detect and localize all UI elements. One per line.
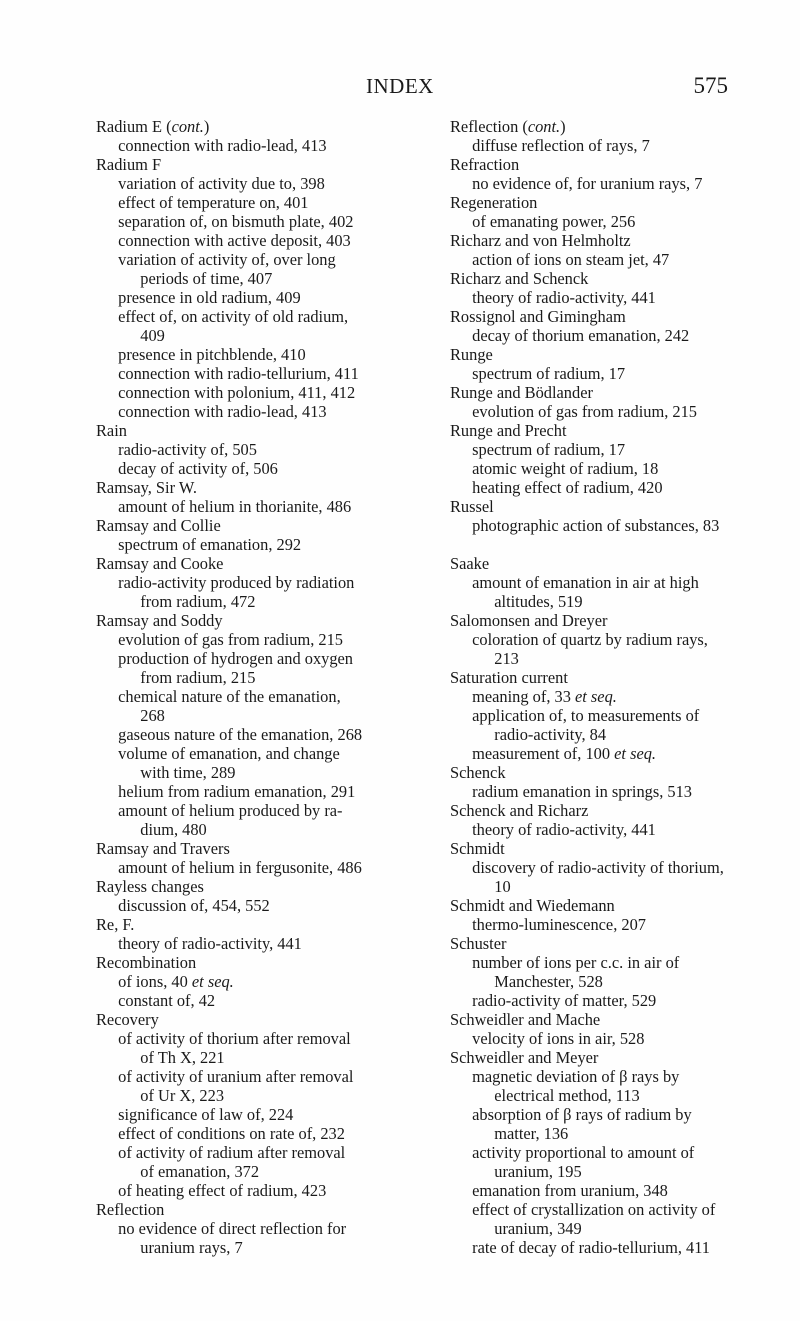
subentry-line: discussion of, 454, 552	[118, 896, 270, 915]
subentry-line: connection with radio-tellurium, 411	[118, 364, 359, 383]
subentry-line: coloration of quartz by radium rays,	[472, 630, 708, 649]
index-subentry	[450, 136, 732, 155]
index-subentry	[450, 288, 732, 307]
subentry-continuation: dium, 480	[140, 820, 207, 839]
subentry-line: photographic action of substances, 83	[472, 516, 720, 535]
index-heading: Schuster	[450, 934, 507, 953]
index-subentry	[96, 1105, 376, 1124]
subentry-line: effect of temperature on, 401	[118, 193, 309, 212]
index-subentry	[450, 402, 732, 421]
index-heading: Reflection	[96, 1200, 165, 1219]
index-heading: Richarz and Schenck	[450, 269, 589, 288]
subentry-continuation: electrical method, 113	[494, 1086, 640, 1105]
subentry-line: rate of decay of radio-tellurium, 411	[472, 1238, 710, 1257]
subentry-line: amount of emanation in air at high	[472, 573, 699, 592]
subentry-continuation: from radium, 215	[140, 668, 256, 687]
index-subentry	[450, 478, 732, 497]
subentry-line: amount of helium in thorianite, 486	[118, 497, 352, 516]
index-heading: Ramsay and Cooke	[96, 554, 224, 573]
index-heading: Ramsay and Collie	[96, 516, 221, 535]
subentry-line: amount of helium in fergusonite, 486	[118, 858, 362, 877]
subentry-line: emanation from uranium, 348	[472, 1181, 668, 1200]
index-heading: Radium F	[96, 155, 162, 174]
subentry-line: absorption of β rays of radium by	[472, 1105, 692, 1124]
index-subentry	[450, 459, 732, 478]
subentry-continuation: with time, 289	[140, 763, 236, 782]
subentry-line: measurement of, 100 et seq.	[472, 744, 657, 763]
index-subentry	[96, 212, 376, 231]
index-subentry	[96, 573, 376, 611]
subentry-line: of activity of radium after removal	[118, 1143, 346, 1162]
index-subentry	[96, 782, 376, 801]
subentry-line: production of hydrogen and oxygen	[118, 649, 354, 668]
subentry-line: of activity of uranium after removal	[118, 1067, 354, 1086]
index-subentry	[450, 991, 732, 1010]
index-subentry	[450, 858, 732, 896]
subentry-continuation: matter, 136	[494, 1124, 569, 1143]
subentry-line: constant of, 42	[118, 991, 216, 1010]
index-subentry	[96, 858, 376, 877]
index-subentry	[96, 725, 376, 744]
subentry-line: variation of activity of, over long	[118, 250, 336, 269]
index-subentry	[450, 516, 732, 535]
subentry-line: application of, to measurements of	[472, 706, 700, 725]
subentry-line: of heating effect of radium, 423	[118, 1181, 327, 1200]
index-heading: Richarz and von Helmholtz	[450, 231, 631, 250]
index-subentry	[96, 896, 376, 915]
subentry-line: no evidence of, for uranium rays, 7	[472, 174, 703, 193]
subentry-line: number of ions per c.c. in air of	[472, 953, 680, 972]
index-heading: Runge	[450, 345, 493, 364]
subentry-line: heating effect of radium, 420	[472, 478, 663, 497]
index-heading: Rossignol and Gimingham	[450, 307, 626, 326]
subentry-line: no evidence of direct reflection for	[118, 1219, 347, 1238]
index-subentry	[96, 288, 376, 307]
subentry-line: of activity of thorium after removal	[118, 1029, 351, 1048]
index-subentry	[96, 744, 376, 782]
subentry-line: connection with polonium, 411, 412	[118, 383, 356, 402]
index-subentry	[450, 1200, 732, 1238]
subentry-line: effect of, on activity of old radium,	[118, 307, 349, 326]
index-subentry	[450, 174, 732, 193]
index-subentry	[450, 782, 732, 801]
index-heading: Rayless changes	[96, 877, 204, 896]
index-subentry	[450, 1105, 732, 1143]
subentry-line: spectrum of radium, 17	[472, 440, 626, 459]
subentry-line: connection with radio-lead, 413	[118, 136, 327, 155]
subentry-line: separation of, on bismuth plate, 402	[118, 212, 354, 231]
subentry-line: radio-activity of matter, 529	[472, 991, 657, 1010]
subentry-line: theory of radio-activity, 441	[472, 820, 656, 839]
index-subentry	[450, 915, 732, 934]
index-heading: Saturation current	[450, 668, 568, 687]
index-subentry	[450, 1238, 732, 1257]
index-subentry	[450, 440, 732, 459]
index-subentry	[96, 174, 376, 193]
index-heading: Ramsay, Sir W.	[96, 478, 197, 497]
index-subentry	[450, 1143, 732, 1181]
index-subentry	[96, 193, 376, 212]
subentry-continuation: 10	[494, 877, 511, 896]
index-subentry	[96, 801, 376, 839]
index-subentry	[96, 402, 376, 421]
subentry-continuation: radio-activity, 84	[494, 725, 607, 744]
index-heading: Schmidt and Wiedemann	[450, 896, 615, 915]
index-subentry	[96, 1181, 376, 1200]
index-subentry	[96, 364, 376, 383]
subentry-line: theory of radio-activity, 441	[472, 288, 656, 307]
subentry-continuation: uranium rays, 7	[140, 1238, 243, 1257]
index-heading: Reflection (cont.)	[450, 117, 566, 136]
subentry-continuation: altitudes, 519	[494, 592, 583, 611]
subentry-continuation: of Th X, 221	[140, 1048, 225, 1067]
subentry-line: amount of helium produced by ra-	[118, 801, 343, 820]
index-heading: Schweidler and Meyer	[450, 1048, 599, 1067]
index-subentry	[96, 991, 376, 1010]
subentry-line: velocity of ions in air, 528	[472, 1029, 645, 1048]
subentry-continuation: of Ur X, 223	[140, 1086, 225, 1105]
index-subentry	[450, 706, 732, 744]
index-heading: Schmidt	[450, 839, 505, 858]
index-subentry	[450, 953, 732, 991]
subentry-line: spectrum of radium, 17	[472, 364, 626, 383]
index-heading: Recovery	[96, 1010, 159, 1029]
subentry-line: chemical nature of the emanation,	[118, 687, 341, 706]
index-subentry	[96, 1219, 376, 1257]
index-subentry	[450, 1067, 732, 1105]
subentry-line: diffuse reflection of rays, 7	[472, 136, 650, 155]
index-subentry	[450, 630, 732, 668]
subentry-continuation: 268	[140, 706, 165, 725]
index-subentry	[96, 459, 376, 478]
index-subentry	[96, 934, 376, 953]
index-subentry	[450, 250, 732, 269]
subentry-continuation: periods of time, 407	[140, 269, 273, 288]
subentry-line: presence in pitchblende, 410	[118, 345, 306, 364]
index-subentry	[96, 1124, 376, 1143]
index-subentry	[96, 231, 376, 250]
index-subentry	[96, 1143, 376, 1181]
index-subentry	[450, 212, 732, 231]
subentry-continuation: Manchester, 528	[494, 972, 603, 991]
subentry-line: action of ions on steam jet, 47	[472, 250, 670, 269]
subentry-line: effect of conditions on rate of, 232	[118, 1124, 345, 1143]
index-heading: Runge and Bödlander	[450, 383, 593, 402]
subentry-line: discovery of radio-activity of thorium,	[472, 858, 724, 877]
index-subentry	[450, 687, 732, 706]
subentry-line: gaseous nature of the emanation, 268	[118, 725, 363, 744]
subentry-line: presence in old radium, 409	[118, 288, 301, 307]
index-heading: Schenck and Richarz	[450, 801, 589, 820]
index-heading: Salomonsen and Dreyer	[450, 611, 608, 630]
index-heading: Regeneration	[450, 193, 538, 212]
index-heading: Schenck	[450, 763, 506, 782]
subentry-line: helium from radium emanation, 291	[118, 782, 356, 801]
index-subentry	[450, 326, 732, 345]
index-subentry	[96, 136, 376, 155]
subentry-line: radio-activity produced by radiation	[118, 573, 355, 592]
index-subentry	[96, 497, 376, 516]
index-subentry	[96, 649, 376, 687]
index-subentry	[96, 535, 376, 554]
index-subentry	[96, 250, 376, 288]
subentry-line: radio-activity of, 505	[118, 440, 257, 459]
index-subentry	[450, 744, 732, 763]
subentry-line: theory of radio-activity, 441	[118, 934, 302, 953]
index-subentry	[96, 1029, 376, 1067]
index-heading: Ramsay and Travers	[96, 839, 230, 858]
page-title: INDEX	[366, 74, 434, 98]
index-subentry	[96, 1067, 376, 1105]
subentry-line: variation of activity due to, 398	[118, 174, 325, 193]
index-subentry	[96, 307, 376, 345]
index-heading: Saake	[450, 554, 490, 573]
subentry-continuation: 409	[140, 326, 165, 345]
subentry-line: spectrum of emanation, 292	[118, 535, 302, 554]
subentry-line: radium emanation in springs, 513	[472, 782, 692, 801]
index-subentry	[96, 630, 376, 649]
subentry-line: connection with active deposit, 403	[118, 231, 351, 250]
index-column-left	[96, 117, 376, 1257]
index-subentry	[96, 972, 376, 991]
subentry-line: activity proportional to amount of	[472, 1143, 695, 1162]
subentry-continuation: uranium, 195	[494, 1162, 582, 1181]
subentry-line: of emanating power, 256	[472, 212, 636, 231]
page-header	[0, 74, 800, 104]
index-subentry	[450, 573, 732, 611]
page-number: 575	[693, 73, 728, 98]
subentry-line: connection with radio-lead, 413	[118, 402, 327, 421]
index-heading: Russel	[450, 497, 494, 516]
subentry-line: of ions, 40 et seq.	[118, 972, 234, 991]
index-subentry	[450, 364, 732, 383]
index-subentry	[96, 345, 376, 364]
index-heading: Recombination	[96, 953, 197, 972]
index-subentry	[96, 440, 376, 459]
subentry-line: thermo-luminescence, 207	[472, 915, 646, 934]
index-heading: Refraction	[450, 155, 520, 174]
subentry-line: magnetic deviation of β rays by	[472, 1067, 680, 1086]
index-heading: Re, F.	[96, 915, 135, 934]
index-subentry	[450, 820, 732, 839]
subentry-line: atomic weight of radium, 18	[472, 459, 659, 478]
index-heading: Schweidler and Mache	[450, 1010, 601, 1029]
index-subentry	[450, 1181, 732, 1200]
subentry-line: volume of emanation, and change	[118, 744, 340, 763]
subentry-line: decay of thorium emanation, 242	[472, 326, 690, 345]
index-subentry	[96, 383, 376, 402]
subentry-continuation: from radium, 472	[140, 592, 256, 611]
subentry-continuation: of emanation, 372	[140, 1162, 260, 1181]
subentry-continuation: 213	[494, 649, 519, 668]
subentry-continuation: uranium, 349	[494, 1219, 582, 1238]
subentry-line: effect of crystallization on activity of	[472, 1200, 716, 1219]
index-heading: Rain	[96, 421, 127, 440]
index-subentry	[450, 1029, 732, 1048]
index-heading: Ramsay and Soddy	[96, 611, 223, 630]
subentry-line: decay of activity of, 506	[118, 459, 278, 478]
index-column-right	[450, 117, 732, 1257]
index-heading: Radium E (cont.)	[96, 117, 210, 136]
subentry-line: evolution of gas from radium, 215	[118, 630, 343, 649]
subentry-line: meaning of, 33 et seq.	[472, 687, 617, 706]
subentry-line: significance of law of, 224	[118, 1105, 294, 1124]
subentry-line: evolution of gas from radium, 215	[472, 402, 697, 421]
index-heading: Runge and Precht	[450, 421, 567, 440]
section-gap	[450, 535, 732, 554]
index-subentry	[96, 687, 376, 725]
